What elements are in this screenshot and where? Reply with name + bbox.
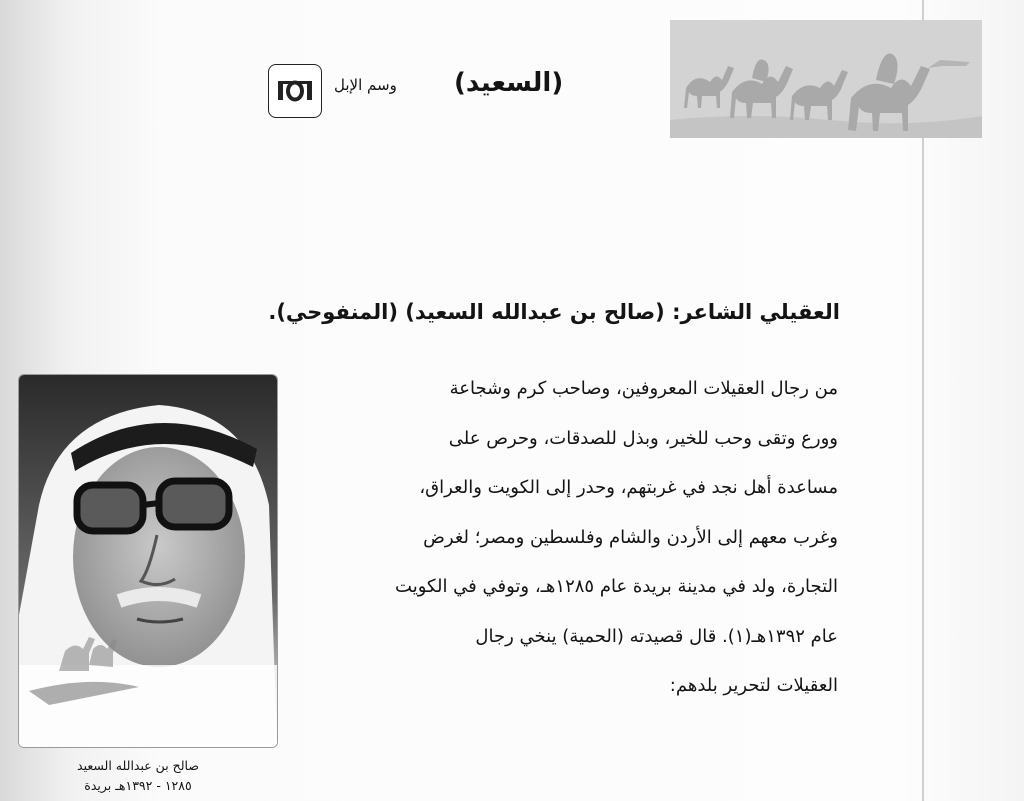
paragraph-line: العقيلات لتحرير بلدهم:	[669, 675, 838, 696]
page-header	[260, 64, 600, 124]
paragraph-line: وورع وتقى وحب للخير، وبذل للصدقات، وحرص على	[448, 427, 838, 449]
paragraph-line: التجارة، ولد في مدينة بريدة عام ١٢٨٥هـ، وتوفي في الكويت	[395, 576, 838, 597]
biography-paragraph	[290, 364, 838, 711]
section-heading: العقيلي الشاعر: (صالح بن عبدالله السعيد) (المنفوحي).	[268, 300, 840, 324]
tribe-name-title: (السعيد)	[454, 68, 564, 98]
caption-dates: ١٢٨٥ - ١٣٩٢هـ بريدة	[84, 778, 192, 793]
portrait-photo	[18, 374, 278, 748]
paragraph-line: من رجال العقيلات المعروفين، وصاحب كرم وشجاعة	[449, 378, 838, 399]
paragraph-line: مساعدة أهل نجد في غربتهم، وحدر إلى الكويت والعراق،	[419, 477, 838, 498]
caption-name: صالح بن عبدالله السعيد	[77, 758, 199, 773]
photo-caption	[40, 756, 236, 796]
paragraph-line: عام ١٣٩٢هـ(١). قال قصيدته (الحمية) ينخي رجال	[475, 625, 838, 647]
camel-caravan-banner	[670, 20, 982, 138]
brand-label: وسم الإبل	[334, 76, 397, 94]
camel-brand-mark-box	[268, 64, 322, 118]
camel-brand-mark-icon	[275, 79, 315, 103]
paragraph-line: وغرب معهم إلى الأردن والشام وفلسطين ومصر؛ لغرض	[423, 526, 838, 548]
